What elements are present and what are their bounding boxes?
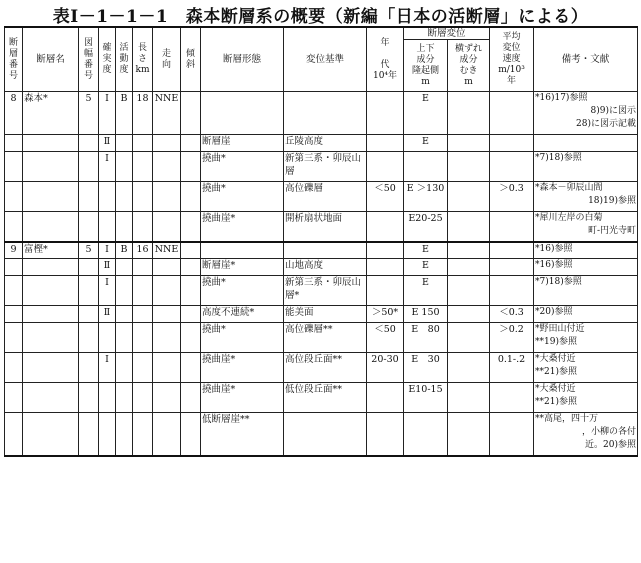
cell-dip xyxy=(181,323,201,353)
table-row xyxy=(5,353,638,383)
cell-remarks xyxy=(534,413,638,456)
cell-form: 撓曲崖* xyxy=(201,212,284,242)
cell-cert: Ⅰ xyxy=(99,92,116,135)
remark-line: **高尾，四十万 xyxy=(535,414,599,424)
cell-no: 8 xyxy=(5,92,23,135)
remark-line: 28)に図示記載 xyxy=(576,119,637,129)
table-row xyxy=(5,259,638,276)
cell-horiz xyxy=(448,383,490,413)
cell-datum: 新第三系・卯辰山層 xyxy=(284,152,367,182)
table-row xyxy=(5,413,638,456)
cell-map xyxy=(79,306,99,323)
cell-len xyxy=(133,152,153,182)
cell-len xyxy=(133,276,153,306)
cell-datum: 高位礫層 xyxy=(284,182,367,212)
table-row xyxy=(5,182,638,212)
cell-vert: E20-25 xyxy=(404,212,448,242)
cell-no xyxy=(5,276,23,306)
cell-age xyxy=(367,92,404,135)
remark-line: *大桑付近 xyxy=(535,384,576,394)
cell-no xyxy=(5,383,23,413)
cell-remarks xyxy=(534,242,638,259)
cell-dip xyxy=(181,152,201,182)
cell-vert xyxy=(404,152,448,182)
cell-name xyxy=(23,323,79,353)
cell-age xyxy=(367,135,404,152)
header-vertical: 上下 成分 隆起側 m xyxy=(404,40,448,92)
remark-line: **21)参照 xyxy=(535,367,577,377)
cell-name xyxy=(23,135,79,152)
header-horizontal: 横ずれ 成分 むき m xyxy=(448,40,490,92)
cell-form: 撓曲崖* xyxy=(201,383,284,413)
cell-horiz xyxy=(448,323,490,353)
cell-strike xyxy=(153,413,181,456)
cell-vert: E xyxy=(404,92,448,135)
header-activity: 活 動 度 xyxy=(116,27,133,92)
cell-act xyxy=(116,413,133,456)
cell-rate xyxy=(490,212,534,242)
cell-rate: ＞0.2 xyxy=(490,323,534,353)
cell-map xyxy=(79,182,99,212)
cell-datum: 高位段丘面** xyxy=(284,353,367,383)
cell-form: 高度不連続* xyxy=(201,306,284,323)
cell-len xyxy=(133,353,153,383)
cell-horiz xyxy=(448,276,490,306)
cell-dip xyxy=(181,383,201,413)
cell-act xyxy=(116,323,133,353)
cell-len: 16 xyxy=(133,242,153,259)
cell-datum: 高位礫層** xyxy=(284,323,367,353)
header-map-no: 図 幅 番 号 xyxy=(79,27,99,92)
cell-form: 撓曲* xyxy=(201,152,284,182)
cell-no xyxy=(5,152,23,182)
cell-age xyxy=(367,212,404,242)
cell-strike xyxy=(153,152,181,182)
cell-act: B xyxy=(116,92,133,135)
remark-line: **21)参照 xyxy=(535,397,577,407)
cell-dip xyxy=(181,135,201,152)
cell-form: 断層崖 xyxy=(201,135,284,152)
remark-line: *7)18)参照 xyxy=(535,277,582,287)
cell-age: ＜50 xyxy=(367,182,404,212)
cell-len: 18 xyxy=(133,92,153,135)
cell-age xyxy=(367,276,404,306)
cell-no xyxy=(5,135,23,152)
cell-map xyxy=(79,152,99,182)
header-length: 長 さ km xyxy=(133,27,153,92)
cell-vert: E10-15 xyxy=(404,383,448,413)
table-row xyxy=(5,212,638,242)
cell-map xyxy=(79,413,99,456)
cell-cert xyxy=(99,413,116,456)
cell-cert xyxy=(99,182,116,212)
cell-strike xyxy=(153,383,181,413)
cell-len xyxy=(133,306,153,323)
remark-line: *野田山付近 xyxy=(535,324,585,334)
remark-line: 近。20)参照 xyxy=(585,440,637,450)
cell-act xyxy=(116,212,133,242)
cell-strike xyxy=(153,212,181,242)
remark-line: *16)参照 xyxy=(535,243,573,254)
cell-age xyxy=(367,383,404,413)
cell-horiz xyxy=(448,182,490,212)
header-dip: 傾 斜 xyxy=(181,27,201,92)
cell-age xyxy=(367,242,404,259)
table-title: 表Ⅰ－1－1－1 森本断層系の概要（新編「日本の活断層」による） xyxy=(52,7,589,27)
cell-vert: E ＞130 xyxy=(404,182,448,212)
cell-remarks xyxy=(534,276,638,306)
cell-remarks xyxy=(534,383,638,413)
cell-cert: Ⅰ xyxy=(99,353,116,383)
cell-act xyxy=(116,383,133,413)
cell-act xyxy=(116,152,133,182)
table-row xyxy=(5,152,638,182)
cell-rate: ＞0.3 xyxy=(490,182,534,212)
cell-len xyxy=(133,212,153,242)
cell-remarks xyxy=(534,135,638,152)
cell-age: ＞50* xyxy=(367,306,404,323)
cell-datum xyxy=(284,92,367,135)
cell-dip xyxy=(181,353,201,383)
table-row xyxy=(5,92,638,135)
cell-no xyxy=(5,212,23,242)
cell-horiz xyxy=(448,306,490,323)
cell-age xyxy=(367,152,404,182)
cell-strike xyxy=(153,182,181,212)
cell-len xyxy=(133,259,153,276)
cell-act: B xyxy=(116,242,133,259)
cell-strike xyxy=(153,135,181,152)
cell-dip xyxy=(181,259,201,276)
cell-strike: NNE xyxy=(153,92,181,135)
cell-form: 撓曲* xyxy=(201,276,284,306)
cell-remarks xyxy=(534,259,638,276)
table-row xyxy=(5,323,638,353)
header-age: 年 代 10⁴年 xyxy=(367,27,404,92)
cell-act xyxy=(116,306,133,323)
cell-form: 断層崖* xyxy=(201,259,284,276)
cell-datum: 能美面 xyxy=(284,306,367,323)
cell-map xyxy=(79,383,99,413)
cell-vert: E xyxy=(404,242,448,259)
cell-vert: E 30 xyxy=(404,353,448,383)
cell-cert: Ⅱ xyxy=(99,259,116,276)
cell-name xyxy=(23,259,79,276)
cell-cert: Ⅰ xyxy=(99,276,116,306)
cell-dip xyxy=(181,92,201,135)
cell-form xyxy=(201,242,284,259)
cell-remarks xyxy=(534,152,638,182)
header-rate: 平均 変位 速度 m/10³ 年 xyxy=(490,27,534,92)
cell-vert: E 150 xyxy=(404,306,448,323)
cell-age: 20-30 xyxy=(367,353,404,383)
cell-form: 低断層崖** xyxy=(201,413,284,456)
fault-table xyxy=(4,26,638,457)
cell-act xyxy=(116,353,133,383)
remark-line: **19)参照 xyxy=(535,337,577,347)
cell-act xyxy=(116,182,133,212)
cell-vert: E 80 xyxy=(404,323,448,353)
cell-remarks xyxy=(534,212,638,242)
cell-act xyxy=(116,135,133,152)
cell-age xyxy=(367,413,404,456)
header-certainty: 確 実 度 xyxy=(99,27,116,92)
cell-len xyxy=(133,413,153,456)
cell-cert xyxy=(99,212,116,242)
cell-no: 9 xyxy=(5,242,23,259)
cell-name xyxy=(23,212,79,242)
cell-remarks xyxy=(534,306,638,323)
cell-map: 5 xyxy=(79,92,99,135)
remark-line: ，小柳の各付 xyxy=(582,427,637,437)
cell-rate: 0.1-.2 xyxy=(490,353,534,383)
cell-form: 撓曲* xyxy=(201,182,284,212)
cell-no xyxy=(5,353,23,383)
cell-vert: E xyxy=(404,259,448,276)
cell-age xyxy=(367,259,404,276)
cell-map xyxy=(79,212,99,242)
header-remarks: 備考・文献 xyxy=(534,27,638,92)
cell-name xyxy=(23,413,79,456)
cell-map xyxy=(79,259,99,276)
cell-strike xyxy=(153,323,181,353)
cell-horiz xyxy=(448,152,490,182)
table-row xyxy=(5,135,638,152)
cell-datum: 新第三系・卯辰山層* xyxy=(284,276,367,306)
cell-dip xyxy=(181,276,201,306)
cell-cert: Ⅱ xyxy=(99,306,116,323)
remark-line: 8)9)に図示 xyxy=(590,106,637,116)
cell-dip xyxy=(181,242,201,259)
cell-name xyxy=(23,276,79,306)
remark-line: *20)参照 xyxy=(535,307,573,317)
cell-no xyxy=(5,306,23,323)
table-row xyxy=(5,242,638,259)
cell-dip xyxy=(181,306,201,323)
remark-line: *犀川左岸の白菊 xyxy=(535,213,603,223)
cell-len xyxy=(133,135,153,152)
cell-rate xyxy=(490,413,534,456)
cell-horiz xyxy=(448,259,490,276)
cell-map xyxy=(79,135,99,152)
cell-no xyxy=(5,182,23,212)
remark-line: 町-円光寺町 xyxy=(587,226,637,236)
table-row xyxy=(5,383,638,413)
cell-rate xyxy=(490,259,534,276)
cell-datum: 低位段丘面** xyxy=(284,383,367,413)
header-fault-no: 断 層 番 号 xyxy=(5,27,23,92)
cell-form xyxy=(201,92,284,135)
cell-strike xyxy=(153,353,181,383)
remark-line: *大桑付近 xyxy=(535,354,576,364)
cell-remarks xyxy=(534,323,638,353)
header-fault-name: 断層名 xyxy=(23,27,79,92)
cell-strike xyxy=(153,276,181,306)
cell-map xyxy=(79,353,99,383)
cell-rate: ＜0.3 xyxy=(490,306,534,323)
remark-line: *7)18)参照 xyxy=(535,153,582,163)
remark-line: *16)参照 xyxy=(535,260,573,270)
cell-datum: 開析扇状地面 xyxy=(284,212,367,242)
remark-line: 18)19)参照 xyxy=(588,196,637,206)
cell-remarks xyxy=(534,353,638,383)
cell-no xyxy=(5,323,23,353)
cell-cert: Ⅰ xyxy=(99,242,116,259)
cell-rate xyxy=(490,152,534,182)
cell-vert: E xyxy=(404,135,448,152)
cell-horiz xyxy=(448,135,490,152)
cell-name: 富樫* xyxy=(23,242,79,259)
cell-rate xyxy=(490,276,534,306)
cell-datum: 山地高度 xyxy=(284,259,367,276)
cell-vert xyxy=(404,413,448,456)
cell-rate xyxy=(490,92,534,135)
cell-len xyxy=(133,323,153,353)
cell-cert: Ⅰ xyxy=(99,152,116,182)
cell-strike: NNE xyxy=(153,242,181,259)
header-topography: 断層形態 xyxy=(201,27,284,92)
cell-name xyxy=(23,152,79,182)
table-row xyxy=(5,276,638,306)
cell-no xyxy=(5,259,23,276)
cell-map xyxy=(79,276,99,306)
cell-name xyxy=(23,353,79,383)
cell-rate xyxy=(490,383,534,413)
table-row xyxy=(5,306,638,323)
cell-datum xyxy=(284,413,367,456)
cell-map xyxy=(79,323,99,353)
cell-horiz xyxy=(448,92,490,135)
cell-cert xyxy=(99,323,116,353)
cell-cert xyxy=(99,383,116,413)
cell-rate xyxy=(490,242,534,259)
cell-strike xyxy=(153,259,181,276)
cell-remarks xyxy=(534,182,638,212)
cell-map: 5 xyxy=(79,242,99,259)
cell-name xyxy=(23,306,79,323)
cell-horiz xyxy=(448,212,490,242)
cell-remarks xyxy=(534,92,638,135)
cell-horiz xyxy=(448,242,490,259)
cell-len xyxy=(133,182,153,212)
header-datum: 変位基準 xyxy=(284,27,367,92)
cell-form: 撓曲* xyxy=(201,323,284,353)
cell-rate xyxy=(490,135,534,152)
cell-dip xyxy=(181,413,201,456)
remark-line: *森本－卯辰山間 xyxy=(535,183,603,193)
cell-name xyxy=(23,383,79,413)
cell-cert: Ⅱ xyxy=(99,135,116,152)
cell-name xyxy=(23,182,79,212)
cell-datum: 丘陵高度 xyxy=(284,135,367,152)
header-strike: 走 向 xyxy=(153,27,181,92)
cell-no xyxy=(5,413,23,456)
cell-len xyxy=(133,383,153,413)
cell-horiz xyxy=(448,413,490,456)
cell-horiz xyxy=(448,353,490,383)
header-displacement: 断層変位 xyxy=(404,27,490,40)
cell-strike xyxy=(153,306,181,323)
cell-dip xyxy=(181,182,201,212)
cell-name: 森本* xyxy=(23,92,79,135)
cell-dip xyxy=(181,212,201,242)
cell-act xyxy=(116,259,133,276)
cell-age: ＜50 xyxy=(367,323,404,353)
cell-form: 撓曲崖* xyxy=(201,353,284,383)
cell-vert: E xyxy=(404,276,448,306)
cell-act xyxy=(116,276,133,306)
remark-line: *16)17)参照 xyxy=(535,93,588,103)
cell-datum xyxy=(284,242,367,259)
